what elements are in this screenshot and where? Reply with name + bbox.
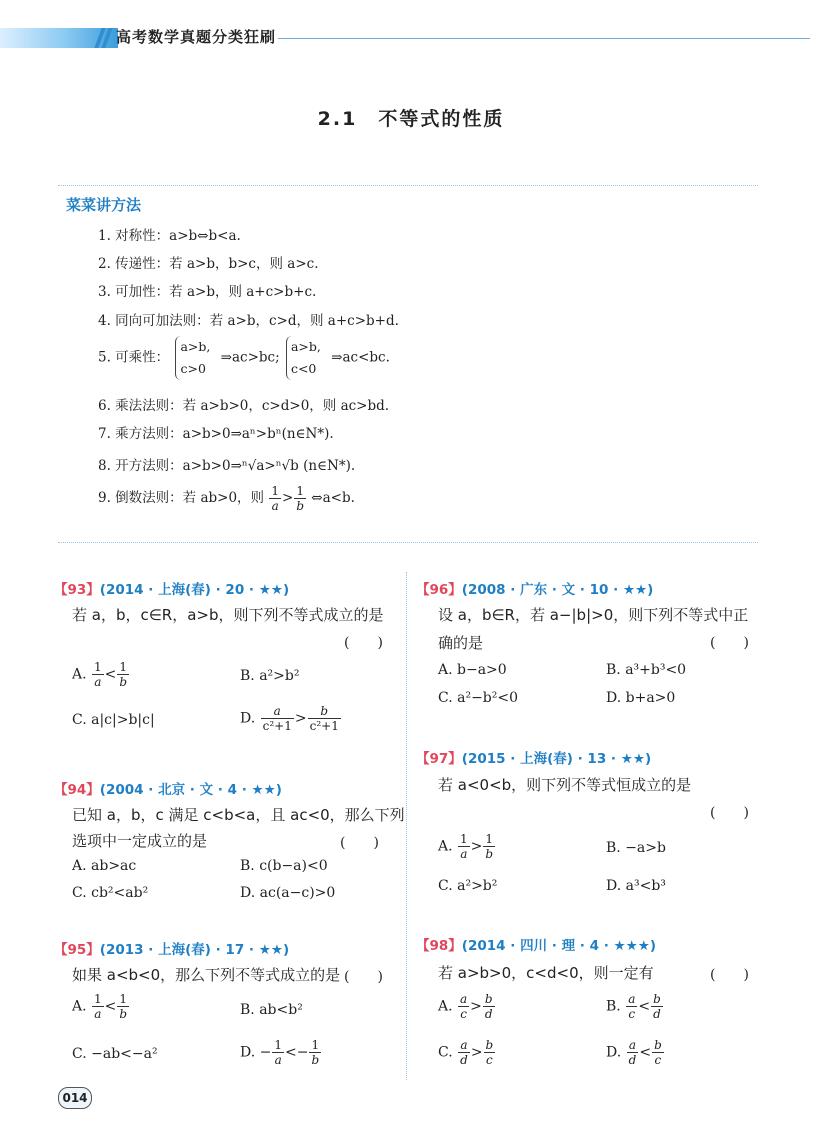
method-title: 菜菜讲方法 [66,196,142,214]
divider-middle [58,542,758,543]
option-a: A. $\frac{1}{a}$ > $\frac{1}{b}$ [438,832,494,861]
answer-blank: ( ) [710,805,749,821]
answer-blank: ( ) [710,635,749,651]
answer-blank: ( ) [344,969,383,985]
answer-blank: ( ) [710,967,749,983]
rule-5-case-1: a>b, c>0 [175,336,210,380]
option-b: B. a²>b² [240,668,300,684]
problem-97-header: 【97】(2015 · 上海(春) · 13 · ★★) [416,751,652,767]
option-c: C. −ab<−a² [72,1046,158,1062]
option-d: D. a³<b³ [606,878,666,894]
problem-94-stem-2: 选项中一定成立的是 [72,832,208,850]
section-title: 2.1 不等式的性质 [317,108,505,130]
column-divider [406,572,407,1080]
page-number: 014 [58,1087,92,1109]
rule-5-result-2: ⇒ac<bc. [331,349,390,366]
problem-96-stem-2: 确的是 [438,634,484,652]
option-b: B. c(b−a)<0 [240,858,328,874]
option-a: A. $\frac{a}{c}$ > $\frac{b}{d}$ [438,992,493,1021]
rule-1: 1. 对称性：a>b⇔b<a. [98,228,241,244]
rule-7: 7. 乘方法则：a>b>0⇒aⁿ>bⁿ(n∈N*). [98,426,334,442]
rule-9-tail: ⇔a<b. [311,490,355,506]
header-rule [278,38,810,39]
option-a: A. b−a>0 [438,662,507,678]
problem-97-stem: 若 a<0<b，则下列不等式恒成立的是 [438,776,692,794]
option-c: C. a|c|>b|c| [72,712,155,728]
option-b: B. $\frac{a}{c}$ < $\frac{b}{d}$ [606,992,661,1021]
rule-5 [98,336,390,380]
book-title: 高考数学真题分类狂刷 [116,28,277,46]
rule-2: 2. 传递性：若 a>b，b>c，则 a>c. [98,256,319,272]
problem-94-stem-1: 已知 a，b，c 满足 c<b<a，且 ac<0，那么下列 [72,806,405,824]
problem-98-stem: 若 a>b>0，c<d<0，则一定有 [438,964,654,982]
rule-5-label: 5. 可乘性： [98,349,170,366]
option-c: C. cb²<ab² [72,885,149,901]
rule-5-case-2: a>b, c<0 [286,336,321,380]
option-d: D. $\frac{a}{\text{c²+1}}$ > $\frac{b}{\text{c²+1}}$ [240,704,339,733]
rule-5-result-1: ⇒ac>bc; [220,349,280,366]
option-d: D. ac(a−c)>0 [240,885,336,901]
problem-93-header: 【93】(2014 · 上海(春) · 20 · ★★) [54,582,290,598]
problem-95-header: 【95】(2013 · 上海(春) · 17 · ★★) [54,942,290,958]
option-c: C. a²>b² [438,878,498,894]
option-b: B. a³+b³<0 [606,662,687,678]
problem-98-header: 【98】(2014 · 四川 · 理 · 4 · ★★★) [416,938,657,954]
rule-9-label: 9. 倒数法则：若 ab>0，则 [98,490,265,506]
option-b: B. ab<b² [240,1002,303,1018]
option-a: A. $\frac{1}{a}$ < $\frac{1}{b}$ [72,992,128,1021]
answer-blank: ( ) [344,635,383,651]
problem-94-header: 【94】(2004 · 北京 · 文 · 4 · ★★) [54,782,282,798]
option-d: D. b+a>0 [606,690,676,706]
answer-blank: ( ) [340,835,379,851]
option-a: A. $\frac{1}{a}$ < $\frac{1}{b}$ [72,660,128,689]
rule-3: 3. 可加性：若 a>b，则 a+c>b+c. [98,284,317,300]
fraction: $\frac{1}{b}$ [296,484,304,513]
option-c: C. a²−b²<0 [438,690,519,706]
option-c: C. $\frac{a}{d}$ > $\frac{b}{c}$ [438,1038,494,1067]
problem-93-stem: 若 a，b，c∈R，a>b，则下列不等式成立的是 [72,606,384,624]
problem-95-stem: 如果 a<b<0，那么下列不等式成立的是 [72,966,341,984]
option-b: B. −a>b [606,840,666,856]
fraction: $\frac{1}{a}$ [271,484,279,513]
rule-6: 6. 乘法法则：若 a>b>0，c>d>0，则 ac>bd. [98,398,390,414]
option-a: A. ab>ac [72,858,137,874]
rule-9: 9. 倒数法则：若 ab>0，则 $\frac{1}{a}$ > $\frac{1}{b}$ ⇔a<b. [98,484,355,513]
rule-8: 8. 开方法则：a>b>0⇒ⁿ√a>ⁿ√b (n∈N*). [98,458,356,474]
rule-4: 4. 同向可加法则：若 a>b，c>d，则 a+c>b+d. [98,313,399,329]
problem-96-stem-1: 设 a，b∈R，若 a−|b|>0，则下列不等式中正 [438,606,749,624]
divider-top [58,185,758,186]
option-d: D. $\frac{a}{d}$ < $\frac{b}{c}$ [606,1038,662,1067]
problem-96-header: 【96】(2008 · 广东 · 文 · 10 · ★★) [416,582,654,598]
option-d: D. − $\frac{1}{a}$ <− $\frac{1}{b}$ [240,1038,320,1067]
